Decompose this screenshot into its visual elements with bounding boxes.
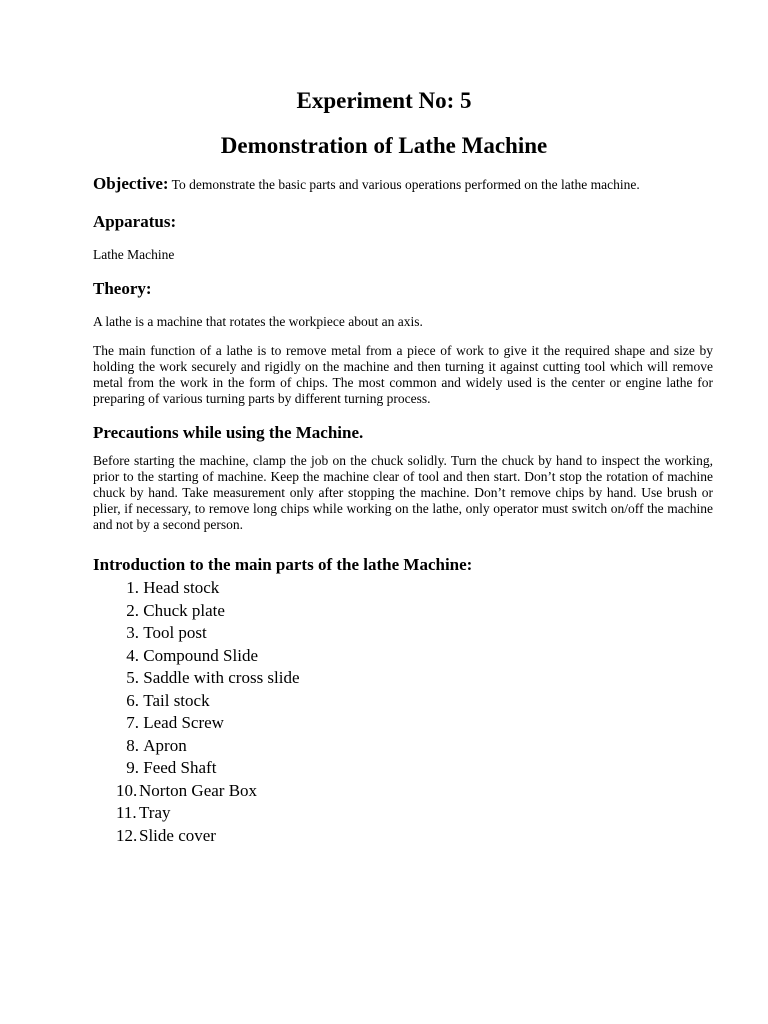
list-item-label: Apron	[143, 735, 187, 755]
list-item-label: Slide cover	[139, 825, 216, 845]
list-item-number: 1.	[126, 578, 139, 597]
list-item	[93, 690, 300, 713]
list-item	[93, 735, 300, 758]
list-item	[93, 622, 300, 645]
list-item-number: 4.	[126, 645, 139, 665]
list-item	[93, 712, 300, 735]
list-item-label: Lead Screw	[143, 713, 224, 732]
list-item-label: Norton Gear Box	[139, 780, 258, 800]
list-item-label: Tool post	[143, 623, 207, 642]
list-item	[93, 600, 300, 623]
experiment-title: Experiment No: 5	[296, 88, 472, 113]
main-title: Demonstration of Lathe Machine	[220, 133, 548, 158]
apparatus-text: Lathe Machine	[93, 247, 175, 262]
list-item-number: 6.	[126, 690, 139, 710]
list-item-number: 2.	[126, 600, 139, 620]
list-item-number: 9.	[126, 758, 139, 777]
objective-text: To demonstrate the basic parts and various operations performed on the lathe machine.	[171, 177, 640, 192]
list-item-number: 7.	[126, 713, 139, 732]
precautions-heading: Precautions while using the Machine.	[93, 423, 364, 442]
list-item-number: 3.	[126, 623, 139, 642]
list-item-label: Chuck plate	[143, 600, 225, 620]
list-item-label: Tail stock	[143, 690, 210, 710]
list-item	[93, 645, 300, 668]
parts-heading: Introduction to the main parts of the lathe Machine:	[93, 555, 473, 574]
objective-paragraph	[93, 176, 713, 193]
list-item	[93, 802, 300, 825]
list-item	[93, 825, 300, 848]
list-item-number: 8.	[126, 735, 139, 755]
precautions-paragraph: Before starting the machine, clamp the job on the chuck solidly. Turn the chuck by hand to inspect the working, prior to the starting of machine. Keep the machine clear of tool and then start. Don’t stop the rotation of machine chuck by hand. Take measurement only after stopping the machine. Don’t remove chips by hand. Use brush or plier, if necessary, to remove long chips while working on the lathe, only operator must switch on/off the machine and not by a second person.	[93, 453, 713, 532]
list-item	[93, 577, 300, 600]
list-item-label: Tray	[139, 803, 171, 822]
list-item-label: Compound Slide	[143, 645, 259, 665]
list-item-number: 5.	[126, 668, 139, 687]
list-item-label: Saddle with cross slide	[143, 668, 300, 687]
list-item-number: 10.	[116, 780, 138, 800]
theory-heading: Theory:	[93, 279, 152, 298]
theory-paragraph-1: A lathe is a machine that rotates the workpiece about an axis.	[93, 314, 423, 329]
list-item	[93, 780, 300, 803]
objective-label: Objective:	[93, 174, 169, 193]
list-item-label: Head stock	[143, 578, 220, 597]
theory-paragraph-2: The main function of a lathe is to remove metal from a piece of work to give it the required shape and size by holding the work securely and rigidly on the machine and then turning it against cutting tool which will remove metal from the work in the form of chips. The most common and widely used is the center or engine lathe for preparing of various turning parts by different turning process.	[93, 343, 713, 406]
list-item	[93, 667, 300, 690]
apparatus-heading: Apparatus:	[93, 212, 177, 231]
list-item-number: 12.	[116, 825, 138, 845]
list-item-label: Feed Shaft	[143, 758, 217, 777]
list-item-number: 11.	[116, 803, 137, 822]
list-item	[93, 757, 300, 780]
parts-list	[93, 577, 300, 847]
